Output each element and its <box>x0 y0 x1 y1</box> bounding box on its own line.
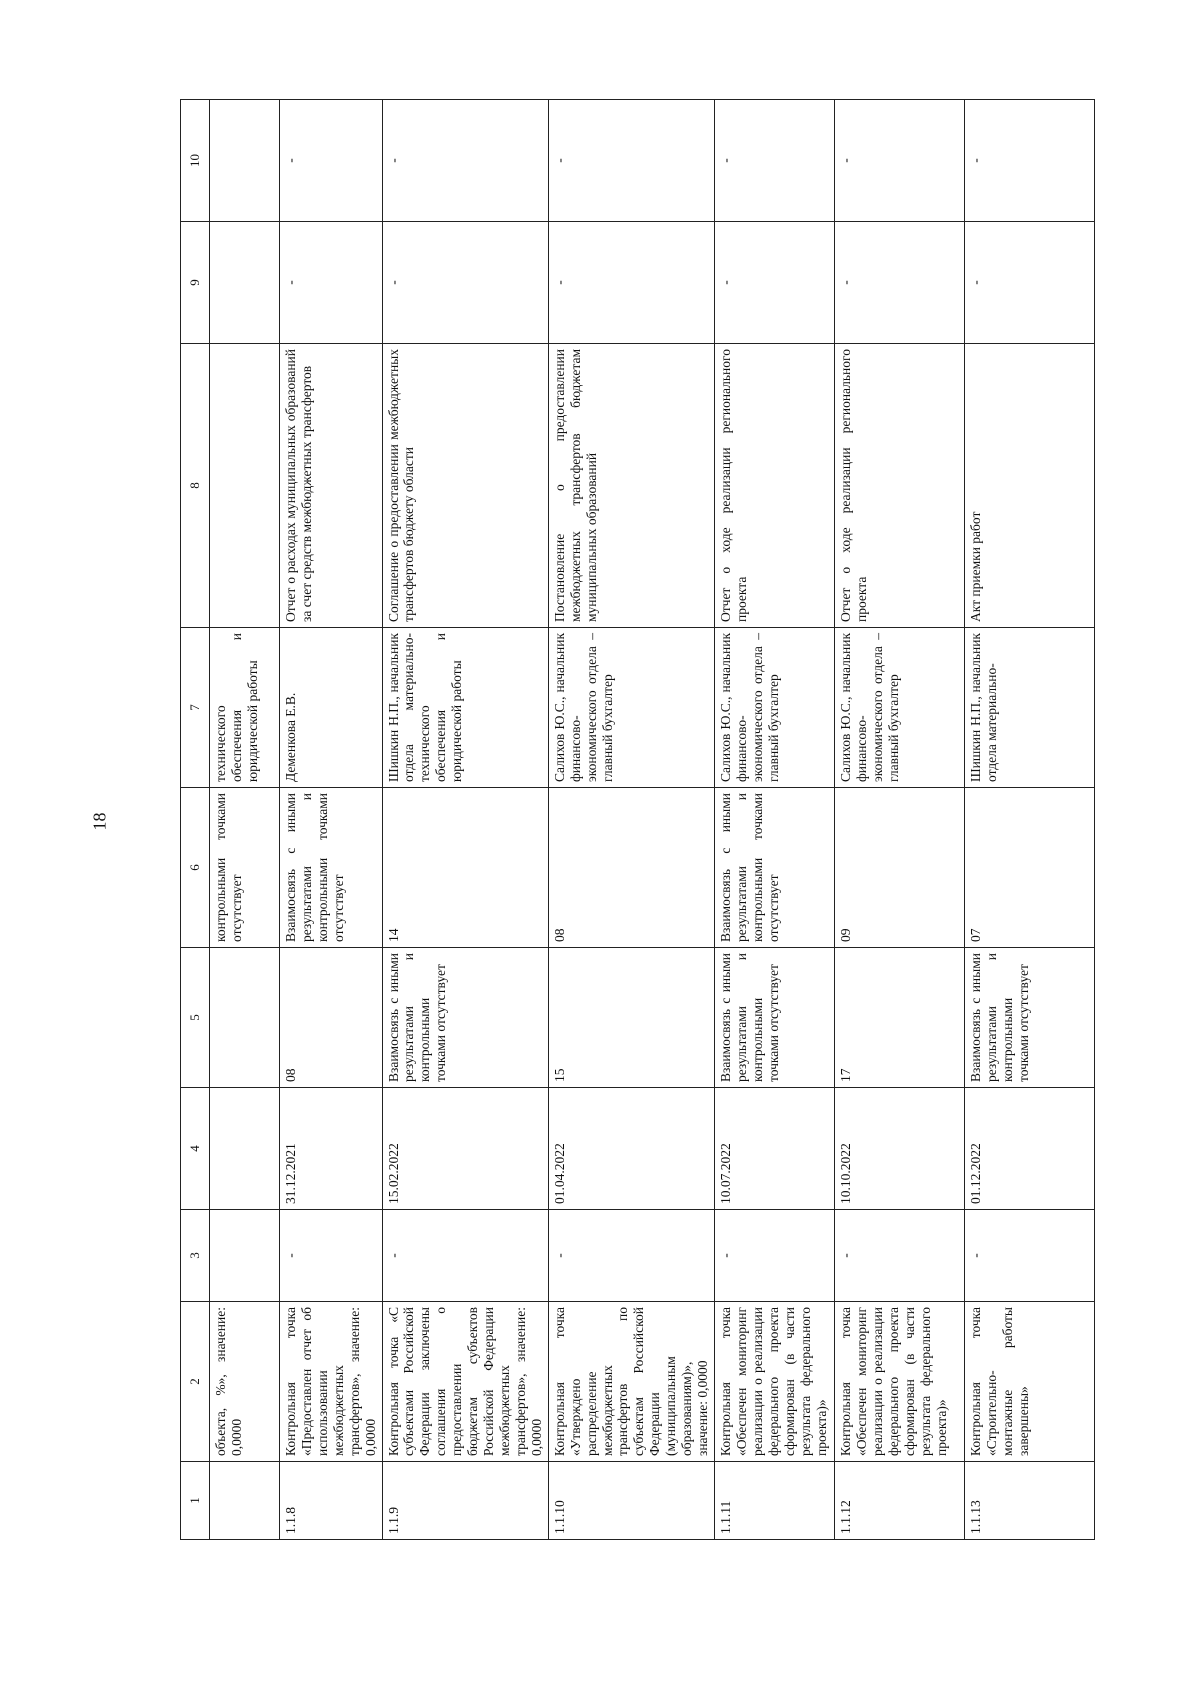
cell-date: 10.07.2022 <box>714 1088 834 1210</box>
cell-id: 1.1.9 <box>382 1462 548 1540</box>
cell-name: Контрольная точка «Предоставлен отчет об использовании межбюджетных трансфертов», значение: 0,0000 <box>280 1302 383 1462</box>
col-header: 4 <box>181 1088 210 1210</box>
cell-date: 10.10.2022 <box>834 1088 964 1210</box>
cell-responsible: Шишкин Н.П., начальник отдела материально- <box>964 628 1094 788</box>
col-header: 7 <box>181 628 210 788</box>
cell-c10: - <box>964 100 1094 222</box>
cell-responsible: Салихов Ю.С., начальник финансово-экономического отдела – главный бухгалтер <box>834 628 964 788</box>
cell-c5: Взаимосвязь с иными результатами и контрольными точками отсутствует <box>382 948 548 1088</box>
cell-id: 1.1.8 <box>280 1462 383 1540</box>
cell-document: Акт приемки работ <box>964 344 1094 628</box>
cell-responsible: Шишкин Н.П., начальник отдела материально-технического обеспечения и юридической работы <box>382 628 548 788</box>
col-header: 9 <box>181 222 210 344</box>
cell-c10: - <box>548 100 714 222</box>
cell-responsible: Салихов Ю.С., начальник финансово-экономического отдела – главный бухгалтер <box>714 628 834 788</box>
cell-c9: - <box>714 222 834 344</box>
cell-id: 1.1.10 <box>548 1462 714 1540</box>
cell-c6: 09 <box>834 788 964 948</box>
cell-c9 <box>210 222 280 344</box>
cell-c3 <box>210 1210 280 1302</box>
cell-c6: 07 <box>964 788 1094 948</box>
cell-name: объекта, %», значение: 0,0000 <box>210 1302 280 1462</box>
cell-c6: 14 <box>382 788 548 948</box>
table-row <box>548 100 714 1540</box>
page-number: 18 <box>89 812 110 831</box>
col-header: 10 <box>181 100 210 222</box>
cell-date: 15.02.2022 <box>382 1088 548 1210</box>
table-row <box>280 100 383 1540</box>
col-header: 2 <box>181 1302 210 1462</box>
cell-c6: Взаимосвязь с иными результатами и контрольными точками отсутствует <box>280 788 383 948</box>
cell-c3: - <box>382 1210 548 1302</box>
cell-document <box>210 344 280 628</box>
cell-c5: Взаимосвязь с иными результатами и контрольными точками отсутствует <box>964 948 1094 1088</box>
col-header: 5 <box>181 948 210 1088</box>
cell-c5: 08 <box>280 948 383 1088</box>
cell-c3: - <box>964 1210 1094 1302</box>
cell-document: Отчет о ходе реализации регионального проекта <box>834 344 964 628</box>
cell-id: 1.1.13 <box>964 1462 1094 1540</box>
cell-c5 <box>210 948 280 1088</box>
table-row <box>714 100 834 1540</box>
cell-c3: - <box>714 1210 834 1302</box>
cell-c6: Взаимосвязь с иными результатами и контрольными точками отсутствует <box>714 788 834 948</box>
cell-c9: - <box>834 222 964 344</box>
table-row <box>210 100 280 1540</box>
cell-c6: контрольными точками отсутствует <box>210 788 280 948</box>
cell-id: 1.1.12 <box>834 1462 964 1540</box>
cell-c6: 08 <box>548 788 714 948</box>
cell-date: 01.04.2022 <box>548 1088 714 1210</box>
cell-date: 01.12.2022 <box>964 1088 1094 1210</box>
cell-name: Контрольная точка «Обеспечен мониторинг реализации о реализации федерального проекта сформирован (в части результата федерального проекта)» <box>714 1302 834 1462</box>
col-header: 6 <box>181 788 210 948</box>
cell-name: Контрольная точка «Строительно-монтажные работы завершены» <box>964 1302 1094 1462</box>
cell-c9: - <box>382 222 548 344</box>
cell-c5: Взаимосвязь с иными результатами и контрольными точками отсутствует <box>714 948 834 1088</box>
cell-date: 31.12.2021 <box>280 1088 383 1210</box>
cell-c9: - <box>964 222 1094 344</box>
cell-c5: 15 <box>548 948 714 1088</box>
cell-date <box>210 1088 280 1210</box>
cell-id: 1.1.11 <box>714 1462 834 1540</box>
table-row <box>964 100 1094 1540</box>
cell-responsible: технического обеспечения и юридической работы <box>210 628 280 788</box>
table-row <box>834 100 964 1540</box>
cell-c3: - <box>280 1210 383 1302</box>
table-row <box>382 100 548 1540</box>
cell-c10: - <box>714 100 834 222</box>
cell-id <box>210 1462 280 1540</box>
cell-responsible: Деменкова Е.В. <box>280 628 383 788</box>
cell-name: Контрольная точка «Утверждено распределение межбюджетных трансфертов по субъектам Российской Федерации (муниципальным образованиям)», значение: 0,0000 <box>548 1302 714 1462</box>
cell-c9: - <box>280 222 383 344</box>
cell-name: Контрольная точка «С субъектами Российской Федерации заключены соглашения о предоставлении бюджетам субъектов Российской Федерации межбюджетных трансфертов», значение: 0,0000 <box>382 1302 548 1462</box>
cell-document: Отчет о расходах муниципальных образований за счет средств межбюджетных трансфертов <box>280 344 383 628</box>
control-points-table <box>180 99 1095 1540</box>
col-header: 3 <box>181 1210 210 1302</box>
cell-c3: - <box>834 1210 964 1302</box>
cell-name: Контрольная точка «Обеспечен мониторинг реализации о реализации федерального проекта сформирован (в части результата федерального проекта)» <box>834 1302 964 1462</box>
cell-document: Постановление о предоставлении межбюджетных трансфертов бюджетам муниципальных образований <box>548 344 714 628</box>
rotated-table-wrapper <box>180 100 1095 1540</box>
cell-c10: - <box>834 100 964 222</box>
cell-c5: 17 <box>834 948 964 1088</box>
cell-c10: - <box>280 100 383 222</box>
cell-document: Соглашение о предоставлении межбюджетных трансфертов бюджету области <box>382 344 548 628</box>
header-row <box>181 100 210 1540</box>
cell-c10: - <box>382 100 548 222</box>
cell-c10 <box>210 100 280 222</box>
col-header: 8 <box>181 344 210 628</box>
cell-responsible: Салихов Ю.С., начальник финансово-экономического отдела – главный бухгалтер <box>548 628 714 788</box>
cell-document: Отчет о ходе реализации регионального проекта <box>714 344 834 628</box>
cell-c3: - <box>548 1210 714 1302</box>
cell-c9: - <box>548 222 714 344</box>
col-header: 1 <box>181 1462 210 1540</box>
